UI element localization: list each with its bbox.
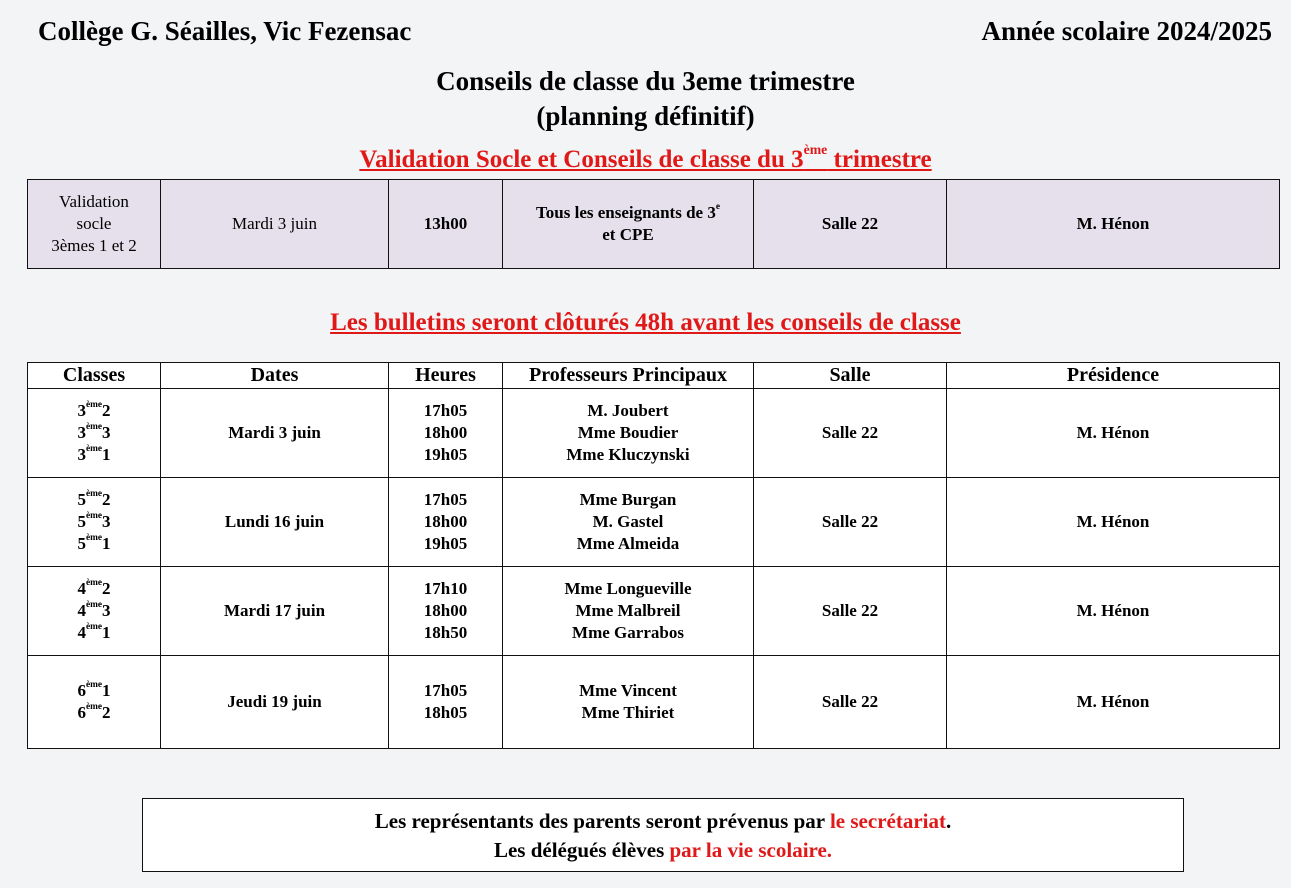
socle-label-line: Validation <box>59 192 129 211</box>
table-row <box>28 478 1280 567</box>
socle-heading: Validation Socle et Conseils de classe du 3ème trimestre <box>359 141 932 173</box>
classes-cell: 6ème1 6ème2 <box>28 656 161 749</box>
room-cell: Salle 22 <box>754 389 947 478</box>
teachers-cell: Mme Longueville Mme Malbreil Mme Garrabos <box>503 567 754 656</box>
notice-box <box>142 798 1184 872</box>
president-cell: M. Hénon <box>947 656 1280 749</box>
socle-room: Salle 22 <box>754 180 947 269</box>
col-header-classes: Classes <box>28 363 161 389</box>
date-cell: Lundi 16 juin <box>161 478 389 567</box>
page-subtitle: (planning définitif) <box>536 101 755 131</box>
school-name: Collège G. Séailles, Vic Fezensac <box>38 16 412 46</box>
room-cell: Salle 22 <box>754 567 947 656</box>
times-cell: 17h05 18h00 19h05 <box>389 389 503 478</box>
teachers-cell: M. Joubert Mme Boudier Mme Kluczynski <box>503 389 754 478</box>
president-cell: M. Hénon <box>947 389 1280 478</box>
times-cell: 17h05 18h05 <box>389 656 503 749</box>
socle-table <box>27 179 1280 269</box>
date-cell: Mardi 17 juin <box>161 567 389 656</box>
notice-line-1: Les représentants des parents seront prévenus par le secrétariat. <box>374 809 952 833</box>
col-header-room: Salle <box>754 363 947 389</box>
socle-label-line: socle <box>76 214 112 233</box>
socle-date: Mardi 3 juin <box>161 180 389 269</box>
table-header-row <box>28 363 1280 389</box>
times-cell: 17h05 18h00 19h05 <box>389 478 503 567</box>
date-cell: Jeudi 19 juin <box>161 656 389 749</box>
page-title: Conseils de classe du 3eme trimestre <box>436 66 855 96</box>
school-year: Année scolaire 2024/2025 <box>981 16 1272 46</box>
teachers-cell: Mme Vincent Mme Thiriet <box>503 656 754 749</box>
classes-cell: 3ème2 3ème3 3ème1 <box>28 389 161 478</box>
classes-cell: 4ème2 4ème3 4ème1 <box>28 567 161 656</box>
date-cell: Mardi 3 juin <box>161 389 389 478</box>
room-cell: Salle 22 <box>754 478 947 567</box>
table-row <box>28 567 1280 656</box>
col-header-dates: Dates <box>161 363 389 389</box>
socle-president: M. Hénon <box>947 180 1280 269</box>
socle-row <box>28 180 1280 269</box>
socle-time: 13h00 <box>389 180 503 269</box>
socle-label-cell <box>28 180 161 269</box>
table-row <box>28 656 1280 749</box>
socle-participants: Tous les enseignants de 3e et CPE <box>503 180 754 269</box>
col-header-hours: Heures <box>389 363 503 389</box>
teachers-cell: Mme Burgan M. Gastel Mme Almeida <box>503 478 754 567</box>
president-cell: M. Hénon <box>947 478 1280 567</box>
room-cell: Salle 22 <box>754 656 947 749</box>
socle-label-line: 3èmes 1 et 2 <box>51 236 137 255</box>
bulletins-heading: Les bulletins seront clôturés 48h avant les conseils de classe <box>330 309 961 336</box>
president-cell: M. Hénon <box>947 567 1280 656</box>
notice-line-2: Les délégués élèves par la vie scolaire. <box>493 838 833 862</box>
table-row <box>28 389 1280 478</box>
times-cell: 17h10 18h00 18h50 <box>389 567 503 656</box>
councils-table <box>27 362 1280 749</box>
col-header-president: Présidence <box>947 363 1280 389</box>
classes-cell: 5ème2 5ème3 5ème1 <box>28 478 161 567</box>
col-header-teachers: Professeurs Principaux <box>503 363 754 389</box>
